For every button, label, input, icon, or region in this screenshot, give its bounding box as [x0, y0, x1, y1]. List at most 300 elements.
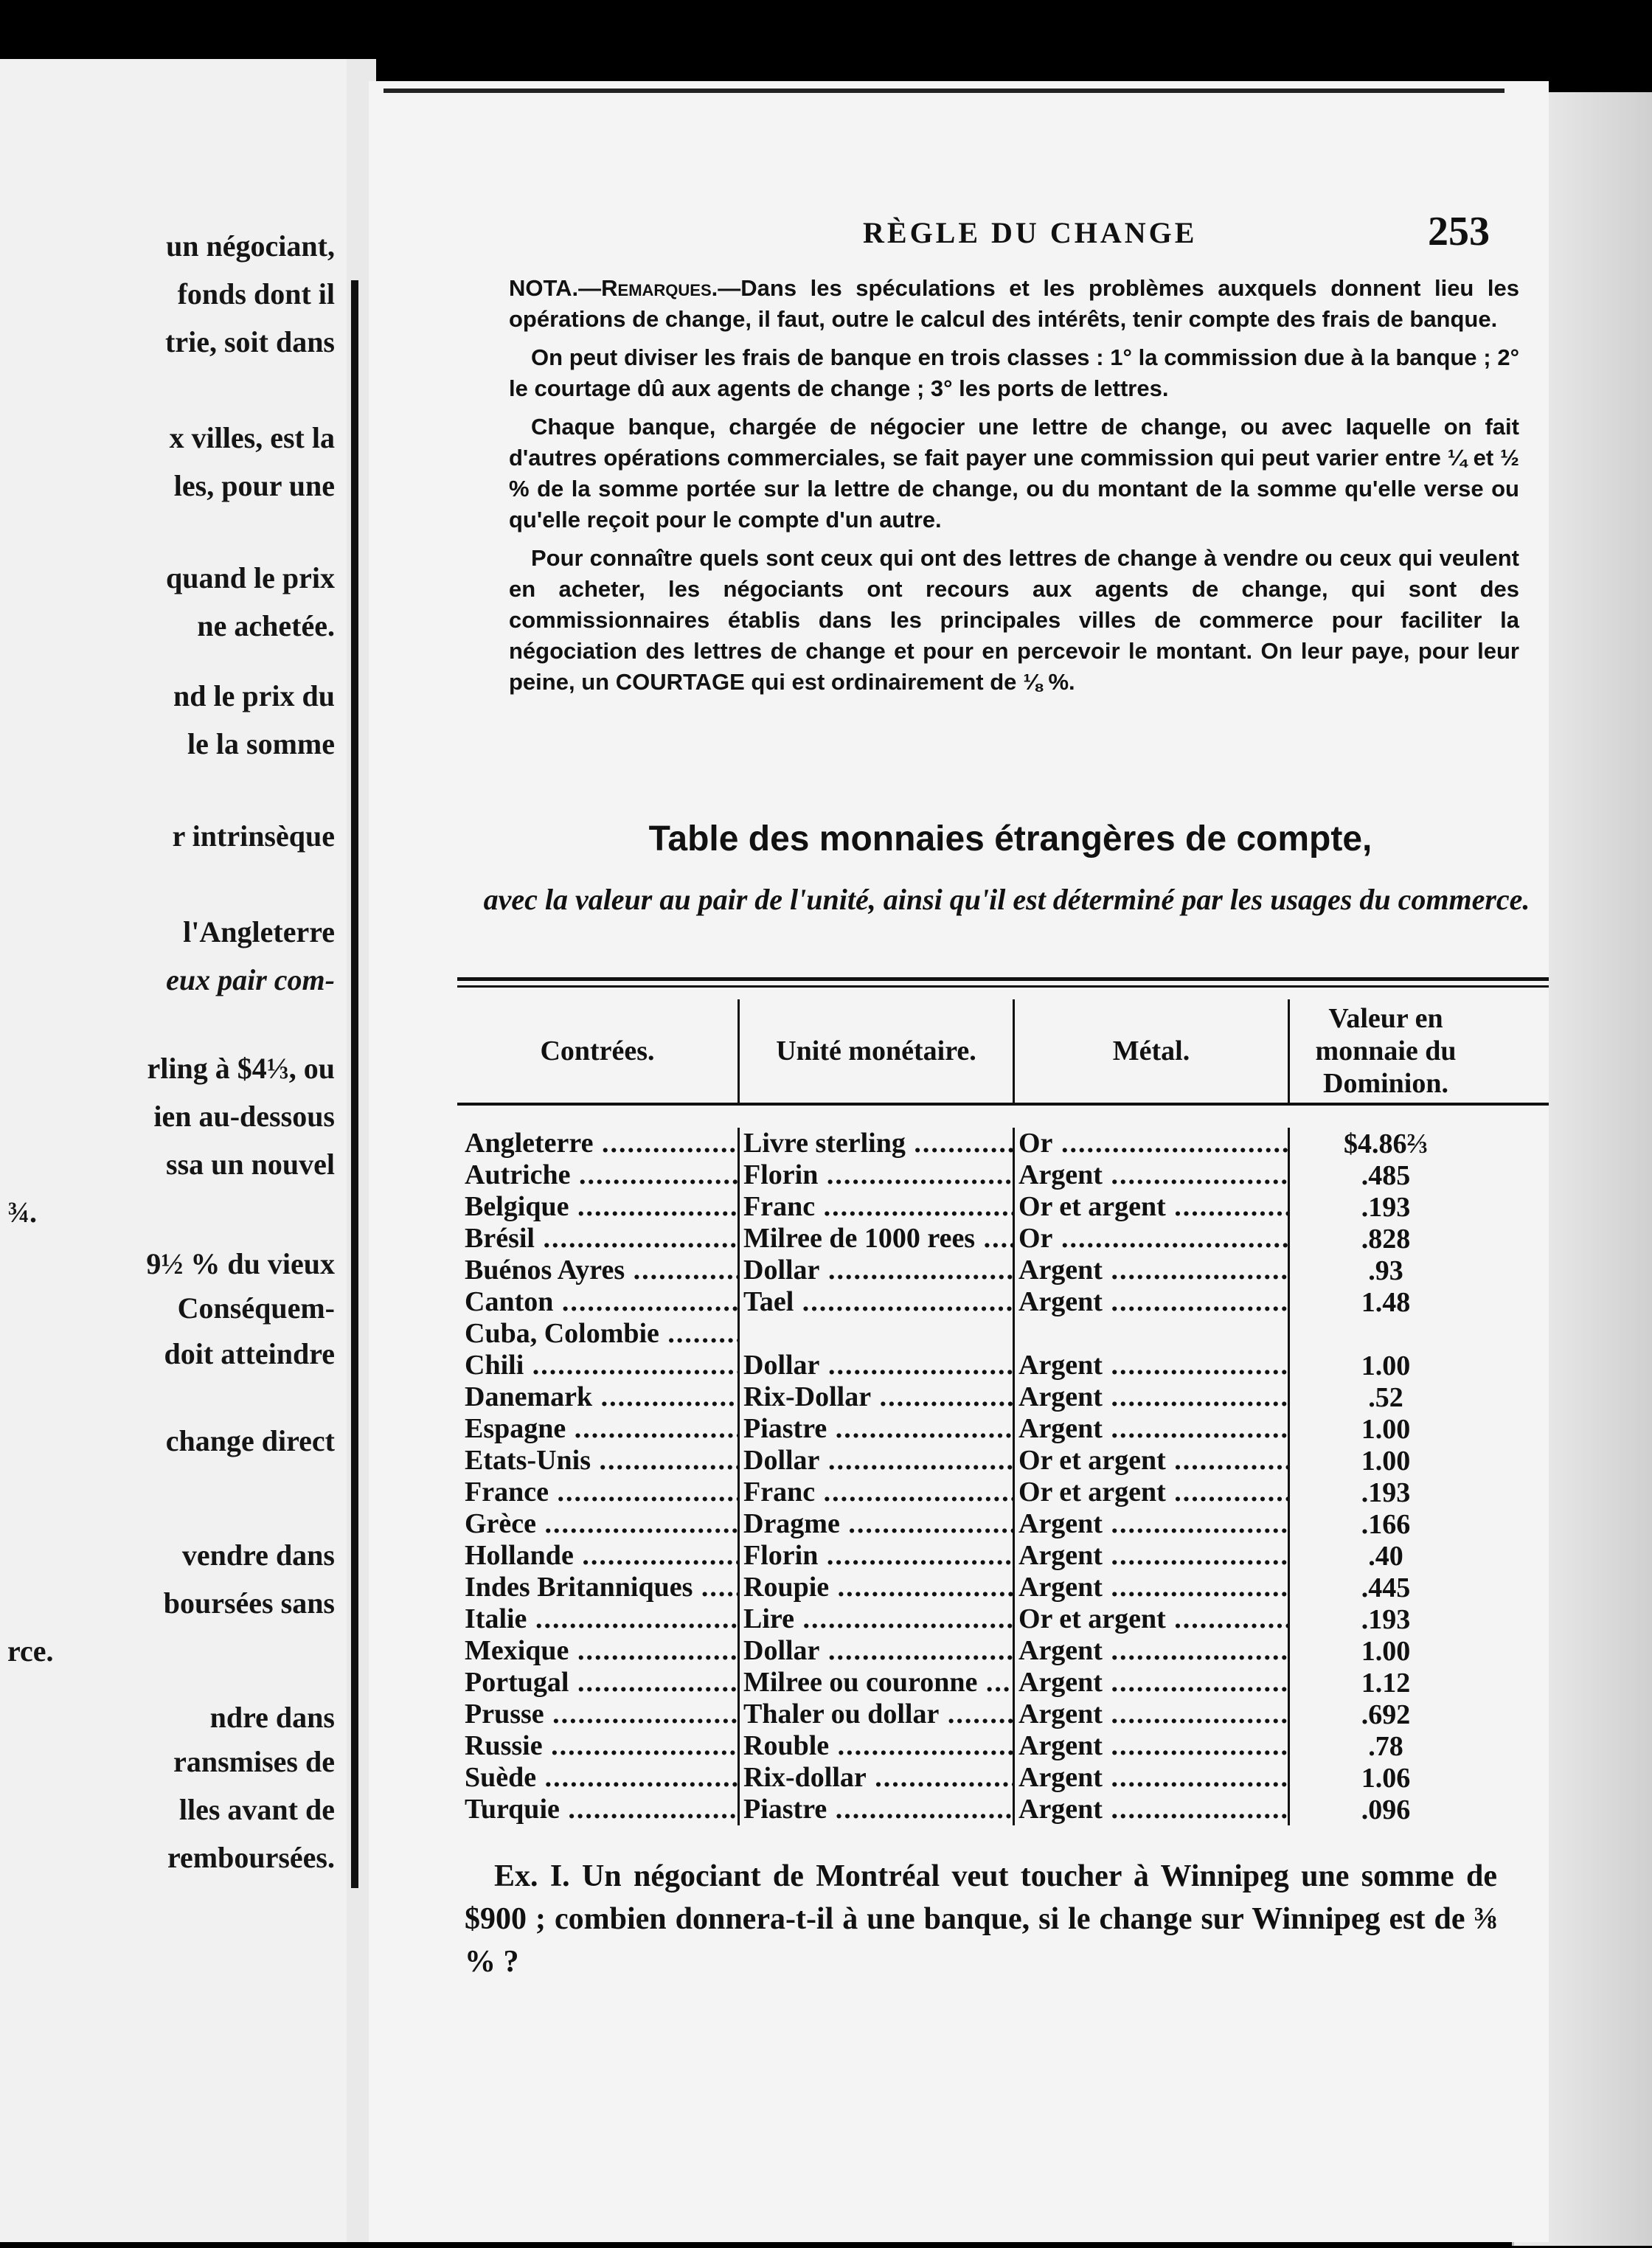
table-row	[457, 1413, 1549, 1445]
left-page-line: doit atteindre	[164, 1337, 335, 1370]
cell-metal	[1015, 1318, 1290, 1350]
unit-text: Dollar	[743, 1445, 820, 1476]
unit-text: Livre sterling	[743, 1128, 906, 1159]
leader-dots	[593, 1128, 740, 1159]
leader-dots	[975, 1223, 1015, 1254]
table-subtitle: avec la valeur au pair de l'unité, ainsi qu'il est déterminé par les usages du commerce.	[483, 883, 1530, 916]
cell-metal	[1015, 1540, 1290, 1572]
unit-text: Dollar	[743, 1635, 820, 1666]
left-page-line: rling à $4⅓, ou	[147, 1052, 335, 1085]
cell-country	[457, 1635, 740, 1667]
unit-text: Franc	[743, 1191, 816, 1222]
cell-country	[457, 1159, 740, 1191]
left-page-line: eux pair com-	[166, 963, 335, 996]
left-page-line: lles avant de	[178, 1793, 335, 1826]
cell-country	[457, 1794, 740, 1825]
left-page-line: ne achetée.	[197, 609, 335, 642]
country-text: Italie	[465, 1603, 527, 1634]
table-row	[457, 1635, 1549, 1667]
metal-text: Or	[1018, 1223, 1053, 1254]
running-head: RÈGLE DU CHANGE	[863, 216, 1198, 249]
value-text: 1.00	[1361, 1350, 1411, 1381]
cell-country	[457, 1730, 740, 1762]
cell-value	[1290, 1255, 1482, 1287]
table-row	[457, 1540, 1549, 1572]
leader-dots	[906, 1128, 1015, 1159]
nota-paragraph-1	[509, 273, 1519, 335]
nota-text-4b: qui est ordinairement de ⅛ %.	[744, 669, 1075, 695]
cell-unit	[740, 1286, 1015, 1318]
left-page-line: ssa un nouvel	[166, 1148, 335, 1181]
cell-country	[457, 1223, 740, 1255]
value-text: .166	[1361, 1508, 1411, 1540]
cell-unit	[740, 1413, 1015, 1445]
country-text: Cuba, Colombie	[465, 1318, 659, 1349]
metal-text: Argent	[1018, 1794, 1103, 1825]
cell-metal	[1015, 1572, 1290, 1603]
leader-dots	[1103, 1159, 1290, 1190]
cell-unit	[740, 1350, 1015, 1381]
metal-text: Argent	[1018, 1350, 1103, 1381]
leader-dots	[1103, 1286, 1290, 1317]
unit-text: Rix-Dollar	[743, 1381, 872, 1412]
value-text: .193	[1361, 1603, 1411, 1635]
table-row	[457, 1223, 1549, 1255]
cell-country	[457, 1350, 740, 1381]
nota-paragraph-3: Chaque banque, chargée de négocier une lettre de change, ou avec laquelle on fait d'autres opérations commerciales, se fait payer une commission qui peut varier entre ¼ et ½ % de la somme portée sur la lettre de change, ou du montant de la somme qu'elle verse ou qu'elle reçoit pour le compte d'un autre.	[509, 414, 1519, 532]
header-metal: Métal.	[1015, 999, 1290, 1103]
leader-dots	[1103, 1572, 1290, 1603]
leader-dots	[829, 1572, 1015, 1603]
cell-unit	[740, 1223, 1015, 1255]
cell-metal	[1015, 1508, 1290, 1540]
leader-dots	[819, 1445, 1015, 1476]
value-text: 1.12	[1361, 1667, 1411, 1699]
left-page-line: ¾.	[7, 1196, 37, 1229]
table-row	[457, 1318, 1549, 1350]
exercise-text: Ex. I. Un négociant de Montréal veut toucher à Winnipeg une somme de $900 ; combien donnera-t-il à une banque, si le change sur Winnipeg est de ⅜ % ?	[465, 1859, 1497, 1979]
leader-dots	[819, 1350, 1015, 1381]
leader-dots	[560, 1794, 740, 1825]
cell-value	[1290, 1191, 1482, 1224]
left-page-line: r intrinsèque	[172, 819, 335, 853]
leader-dots	[544, 1699, 740, 1730]
left-page-line: ransmises de	[173, 1745, 335, 1778]
leader-dots	[818, 1540, 1015, 1571]
cell-country	[457, 1699, 740, 1730]
leader-dots	[1103, 1381, 1290, 1412]
unit-text: Franc	[743, 1477, 816, 1508]
country-text: Buénos Ayres	[465, 1255, 625, 1286]
left-page-line: Conséquem-	[177, 1291, 335, 1325]
unit-text: Rouble	[743, 1730, 830, 1761]
leader-dots	[1103, 1508, 1290, 1539]
unit-text: Tael	[743, 1286, 794, 1317]
cell-country	[457, 1762, 740, 1794]
metal-text: Argent	[1018, 1762, 1103, 1793]
cell-value	[1290, 1794, 1482, 1826]
nota-remarks	[509, 273, 1519, 705]
cell-metal	[1015, 1286, 1290, 1318]
unit-text: Lire	[743, 1603, 794, 1634]
table-row	[457, 1572, 1549, 1603]
value-text: .692	[1361, 1699, 1411, 1730]
metal-text: Argent	[1018, 1540, 1103, 1571]
country-text: Indes Britanniques	[465, 1572, 693, 1603]
cell-unit	[740, 1762, 1015, 1794]
left-page-line: l'Angleterre	[183, 915, 335, 948]
table-row	[457, 1128, 1549, 1159]
table-row	[457, 1445, 1549, 1477]
country-text: Autriche	[465, 1159, 571, 1190]
leader-dots	[794, 1603, 1015, 1634]
leader-dots	[527, 1603, 740, 1634]
cell-unit	[740, 1128, 1015, 1159]
leader-dots	[1166, 1477, 1290, 1508]
cell-country	[457, 1540, 740, 1572]
leader-dots	[815, 1191, 1015, 1222]
value-text: $4.86⅔	[1344, 1128, 1428, 1159]
table-row	[457, 1191, 1549, 1223]
cell-country	[457, 1413, 740, 1445]
leader-dots	[625, 1255, 740, 1286]
metal-text: Argent	[1018, 1286, 1103, 1317]
country-text: Espagne	[465, 1413, 566, 1444]
cell-value	[1290, 1445, 1482, 1477]
nota-paragraph-2: On peut diviser les frais de banque en trois classes : 1° la commission due à la banque ; 2° le courtage dû aux agents de change ; 3° les ports de lettres.	[509, 344, 1519, 401]
cell-value	[1290, 1540, 1482, 1572]
leader-dots	[591, 1445, 740, 1476]
leader-dots	[815, 1477, 1015, 1508]
nota-text-1: Dans les spéculations et les problèmes auxquels donnent lieu les opérations de change, il faut, outre le calcul des intérêts, tenir compte des frais de banque.	[509, 275, 1519, 332]
cell-value	[1290, 1508, 1482, 1541]
left-page-line: quand le prix	[166, 561, 335, 594]
leader-dots	[818, 1159, 1015, 1190]
value-text: .485	[1361, 1159, 1411, 1191]
cell-metal	[1015, 1477, 1290, 1508]
cell-country	[457, 1572, 740, 1603]
table-top-rule	[457, 977, 1549, 988]
nota-paragraph-4	[509, 543, 1519, 698]
cell-country	[457, 1191, 740, 1223]
cell-country	[457, 1128, 740, 1159]
metal-text: Or et argent	[1018, 1477, 1166, 1508]
unit-text: Piastre	[743, 1413, 827, 1444]
leader-dots	[1103, 1635, 1290, 1666]
leader-dots	[871, 1381, 1015, 1412]
leader-dots	[569, 1635, 740, 1666]
leader-dots	[1103, 1540, 1290, 1571]
leader-dots	[536, 1508, 740, 1539]
leader-dots	[1103, 1255, 1290, 1286]
leader-dots	[794, 1286, 1015, 1317]
cell-metal	[1015, 1350, 1290, 1381]
left-page-line: ndre dans	[209, 1701, 335, 1734]
table-row	[457, 1255, 1549, 1286]
leader-dots	[592, 1381, 740, 1412]
leader-dots	[819, 1635, 1015, 1666]
cell-country	[457, 1445, 740, 1477]
leader-dots	[1103, 1350, 1290, 1381]
country-text: Mexique	[465, 1635, 569, 1666]
country-text: Russie	[465, 1730, 543, 1761]
cell-value	[1290, 1699, 1482, 1731]
cell-value	[1290, 1381, 1482, 1414]
country-text: Grèce	[465, 1508, 537, 1539]
table-title: Table des monnaies étrangères de compte,	[648, 819, 1372, 858]
leader-dots	[939, 1699, 1015, 1730]
leader-dots	[535, 1223, 740, 1254]
cell-value	[1290, 1413, 1482, 1446]
metal-text: Argent	[1018, 1255, 1103, 1286]
header-unit: Unité monétaire.	[740, 999, 1015, 1103]
cell-country	[457, 1667, 740, 1699]
leader-dots	[840, 1508, 1015, 1539]
table-row	[457, 1667, 1549, 1699]
leader-dots	[524, 1350, 740, 1381]
cell-metal	[1015, 1128, 1290, 1159]
country-text: Chili	[465, 1350, 524, 1381]
leader-dots	[536, 1762, 740, 1793]
table-row	[457, 1603, 1549, 1635]
country-text: Belgique	[465, 1191, 569, 1222]
metal-text: Or et argent	[1018, 1445, 1166, 1476]
value-text: 1.00	[1361, 1413, 1411, 1445]
unit-text: Dollar	[743, 1255, 820, 1286]
country-text: Etats-Unis	[465, 1445, 591, 1476]
cell-unit	[740, 1508, 1015, 1540]
metal-text: Or et argent	[1018, 1603, 1166, 1634]
country-text: Danemark	[465, 1381, 593, 1412]
metal-text: Or	[1018, 1128, 1053, 1159]
leader-dots	[659, 1318, 740, 1349]
leader-dots	[571, 1159, 740, 1190]
left-page-line: change direct	[165, 1424, 335, 1457]
metal-text: Or et argent	[1018, 1191, 1166, 1222]
cell-value	[1290, 1572, 1482, 1604]
value-text: .828	[1361, 1223, 1411, 1255]
table-row	[457, 1508, 1549, 1540]
leader-dots	[553, 1286, 740, 1317]
cell-value	[1290, 1159, 1482, 1192]
country-text: Turquie	[465, 1794, 560, 1825]
unit-text: Dollar	[743, 1350, 820, 1381]
metal-text: Argent	[1018, 1159, 1103, 1190]
value-text: .193	[1361, 1191, 1411, 1223]
metal-text: Argent	[1018, 1699, 1103, 1730]
country-text: Brésil	[465, 1223, 535, 1254]
value-text: 1.00	[1361, 1445, 1411, 1477]
cell-metal	[1015, 1223, 1290, 1255]
metal-text: Argent	[1018, 1635, 1103, 1666]
courtage-term: COURTAGE	[615, 669, 745, 695]
unit-text: Rix-dollar	[743, 1762, 867, 1793]
cell-country	[457, 1255, 740, 1286]
unit-text: Florin	[743, 1159, 819, 1190]
cell-unit	[740, 1699, 1015, 1730]
cell-unit	[740, 1603, 1015, 1635]
cell-metal	[1015, 1191, 1290, 1223]
leader-dots	[693, 1572, 740, 1603]
left-page-line: trie, soit dans	[165, 325, 335, 358]
unit-text: Piastre	[743, 1794, 827, 1825]
left-page-line: remboursées.	[167, 1841, 335, 1874]
metal-text: Argent	[1018, 1508, 1103, 1539]
country-text: Canton	[465, 1286, 554, 1317]
cell-value	[1290, 1286, 1482, 1319]
table-row	[457, 1730, 1549, 1762]
leader-dots	[867, 1762, 1015, 1793]
metal-text: Argent	[1018, 1730, 1103, 1761]
cell-unit	[740, 1381, 1015, 1413]
value-text: 1.48	[1361, 1286, 1411, 1318]
country-text: Angleterre	[465, 1128, 594, 1159]
leader-dots	[543, 1730, 740, 1761]
cell-metal	[1015, 1413, 1290, 1445]
book-page	[369, 81, 1549, 2242]
table-row	[457, 1381, 1549, 1413]
leader-dots	[1103, 1730, 1290, 1761]
cell-metal	[1015, 1445, 1290, 1477]
cell-metal	[1015, 1794, 1290, 1825]
cell-unit	[740, 1191, 1015, 1223]
leader-dots	[549, 1477, 740, 1508]
value-text: .40	[1368, 1540, 1403, 1572]
table-row	[457, 1477, 1549, 1508]
left-page-line: vendre dans	[181, 1538, 335, 1572]
nota-label: NOTA.—Remarques.—	[509, 275, 741, 301]
country-text: Prusse	[465, 1699, 544, 1730]
currency-table	[457, 977, 1549, 1825]
country-text: Portugal	[465, 1667, 569, 1698]
cell-unit	[740, 1635, 1015, 1667]
leader-dots	[1103, 1699, 1290, 1730]
cell-metal	[1015, 1699, 1290, 1730]
leader-dots	[566, 1413, 740, 1444]
cell-country	[457, 1477, 740, 1508]
cell-value	[1290, 1223, 1482, 1255]
cell-country	[457, 1508, 740, 1540]
cell-metal	[1015, 1603, 1290, 1635]
top-rule	[384, 89, 1504, 93]
leader-dots	[574, 1540, 740, 1571]
leader-dots	[1103, 1794, 1290, 1825]
value-text: .193	[1361, 1477, 1411, 1508]
unit-text: Thaler ou dollar	[743, 1699, 940, 1730]
cell-value	[1290, 1603, 1482, 1636]
cell-metal	[1015, 1730, 1290, 1762]
cell-unit	[740, 1540, 1015, 1572]
leader-dots	[819, 1255, 1015, 1286]
value-text: 1.00	[1361, 1635, 1411, 1667]
country-text: France	[465, 1477, 549, 1508]
cell-value	[1290, 1762, 1482, 1794]
leader-dots	[569, 1667, 740, 1698]
metal-text: Argent	[1018, 1667, 1103, 1698]
leader-dots	[1052, 1223, 1290, 1254]
cell-value	[1290, 1635, 1482, 1668]
value-text: .78	[1368, 1730, 1403, 1762]
metal-text: Argent	[1018, 1572, 1103, 1603]
cell-metal	[1015, 1635, 1290, 1667]
unit-text: Roupie	[743, 1572, 830, 1603]
cell-metal	[1015, 1381, 1290, 1413]
unit-text: Milree de 1000 rees	[743, 1223, 976, 1254]
leader-dots	[1052, 1128, 1290, 1159]
leader-dots	[827, 1413, 1015, 1444]
leader-dots	[1166, 1603, 1290, 1634]
unit-text: Dragme	[743, 1508, 840, 1539]
header-country: Contrées.	[457, 999, 740, 1103]
value-text: 1.06	[1361, 1762, 1411, 1794]
cell-country	[457, 1318, 740, 1350]
left-page-line: x villes, est la	[169, 421, 335, 454]
left-page-line: les, pour une	[173, 469, 335, 502]
page-number: 253	[1428, 209, 1490, 254]
cell-country	[457, 1286, 740, 1318]
cell-unit	[740, 1730, 1015, 1762]
left-page-line: rce.	[7, 1634, 54, 1668]
unit-text: Florin	[743, 1540, 819, 1571]
leader-dots	[1103, 1762, 1290, 1793]
cell-unit	[740, 1667, 1015, 1699]
country-text: Hollande	[465, 1540, 574, 1571]
table-row	[457, 1762, 1549, 1794]
leader-dots	[977, 1667, 1015, 1698]
country-text: Suède	[465, 1762, 537, 1793]
cell-metal	[1015, 1255, 1290, 1286]
left-page-line: nd le prix du	[173, 679, 335, 712]
leader-dots	[1103, 1413, 1290, 1444]
value-text: .096	[1361, 1794, 1411, 1825]
leader-dots	[829, 1730, 1015, 1761]
table-body	[457, 1106, 1549, 1825]
leader-dots	[1103, 1667, 1290, 1698]
cell-country	[457, 1603, 740, 1635]
leader-dots	[1166, 1191, 1290, 1222]
cell-metal	[1015, 1762, 1290, 1794]
cell-value	[1290, 1730, 1482, 1763]
left-page-line: 9½ % du vieux	[146, 1247, 335, 1280]
nota-text-4a: Pour connaître quels sont ceux qui ont des lettres de change à vendre ou ceux qui veulent en acheter, les négociants ont recours aux agents de change, qui sont des commissionnaires établis dans les principales villes de commerce pour faciliter la négociation des lettres de change et pour en percevoir le montant. On leur paye, pour leur peine, un	[509, 545, 1519, 695]
unit-text: Milree ou couronne	[743, 1667, 978, 1698]
value-text: .52	[1368, 1381, 1403, 1413]
table-row	[457, 1159, 1549, 1191]
cell-country	[457, 1381, 740, 1413]
left-page-line: le la somme	[187, 727, 335, 760]
leader-dots	[569, 1191, 740, 1222]
table-row	[457, 1794, 1549, 1825]
cell-metal	[1015, 1667, 1290, 1699]
metal-text: Argent	[1018, 1413, 1103, 1444]
cell-value	[1290, 1128, 1482, 1160]
left-page-fragment	[0, 59, 351, 2242]
table-row	[457, 1350, 1549, 1381]
value-text: .445	[1361, 1572, 1411, 1603]
left-page-line: fonds dont il	[177, 277, 335, 311]
table-header	[457, 999, 1549, 1106]
leader-dots	[827, 1794, 1015, 1825]
cell-metal	[1015, 1159, 1290, 1191]
cell-value	[1290, 1350, 1482, 1382]
table-row	[457, 1286, 1549, 1318]
cell-unit	[740, 1255, 1015, 1286]
cell-unit	[740, 1794, 1015, 1825]
cell-value	[1290, 1667, 1482, 1699]
left-page-line: boursées sans	[163, 1586, 335, 1620]
cell-unit	[740, 1445, 1015, 1477]
header-value: Valeur en monnaie du Dominion.	[1315, 1003, 1457, 1099]
